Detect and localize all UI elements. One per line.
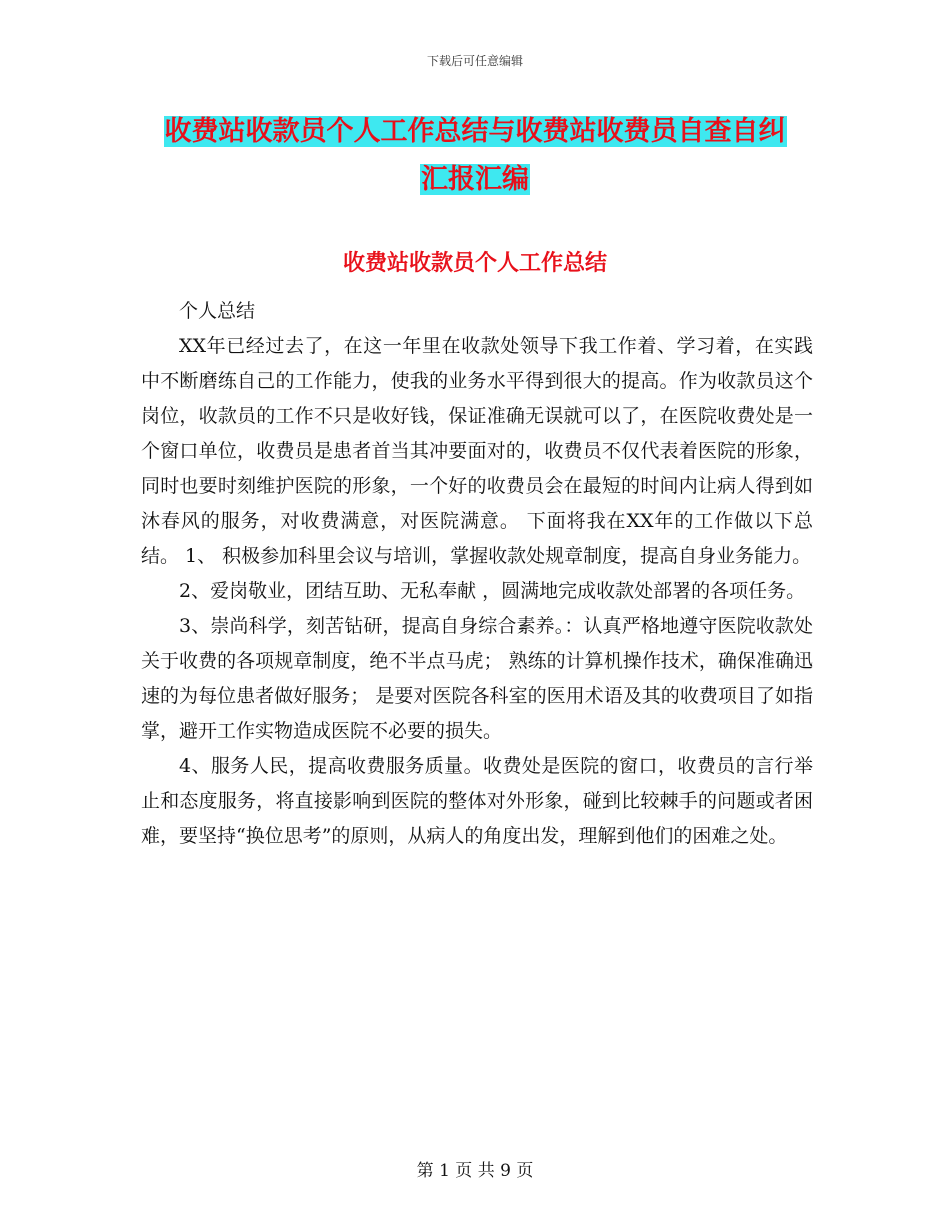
document-title-line-2: 汇报汇编 (421, 164, 529, 195)
paragraph-item-3: 3、崇尚科学，刻苦钻研，提高自身综合素养。：认真严格地遵守医院收款处关于收费的各项规章制度，绝不半点马虎； 熟练的计算机操作技术，确保准确迅速的为每位患者做好服务； 是要对医院各科室的医用术语及其的收费项目了如指掌，避开工作实物造成医院不必要的损失。 (141, 615, 813, 742)
paragraph-intro: XX年已经过去了，在这一年里在收款处领导下我工作着、学习着，在实践中不断磨练自己的工作能力，使我的业务水平得到很大的提高。作为收款员这个岗位，收款员的工作不只是收好钱，保证准确无误就可以了，在医院收费处是一个窗口单位，收费员是患者首当其冲要面对的，收费员不仅代表着医院的形象，同时也要时刻维护医院的形象，一个好的收费员会在最短的时间内让病人得到如沐春风的服务，对收费满意，对医院满意。 下面将我在XX年的工作做以下总结。 1、 积极参加科里会议与培训，掌握收款处规章制度，提高自身业务能力。 (141, 335, 813, 567)
document-body (141, 294, 813, 854)
paragraph-item-4: 4、服务人民，提高收费服务质量。收费处是医院的窗口，收费员的言行举止和态度服务，将直接影响到医院的整体对外形象，碰到比较棘手的问题或者困难，要坚持“换位思考”的原则，从病人的角度出发，理解到他们的困难之处。 (141, 755, 813, 847)
document-title (0, 108, 950, 204)
paragraph-item-2: 2、爱岗敬业，团结互助、无私奉献 ，圆满地完成收款处部署的各项任务。 (179, 580, 806, 602)
page-footer: 第 1 页 共 9 页 (416, 1161, 534, 1181)
document-title-line-1: 收费站收款员个人工作总结与收费站收费员自查自纠 (164, 116, 786, 147)
section-heading: 收费站收款员个人工作总结 (342, 250, 607, 276)
paragraph-label: 个人总结 (179, 300, 256, 322)
header-note: 下载后可任意编辑 (426, 54, 523, 68)
